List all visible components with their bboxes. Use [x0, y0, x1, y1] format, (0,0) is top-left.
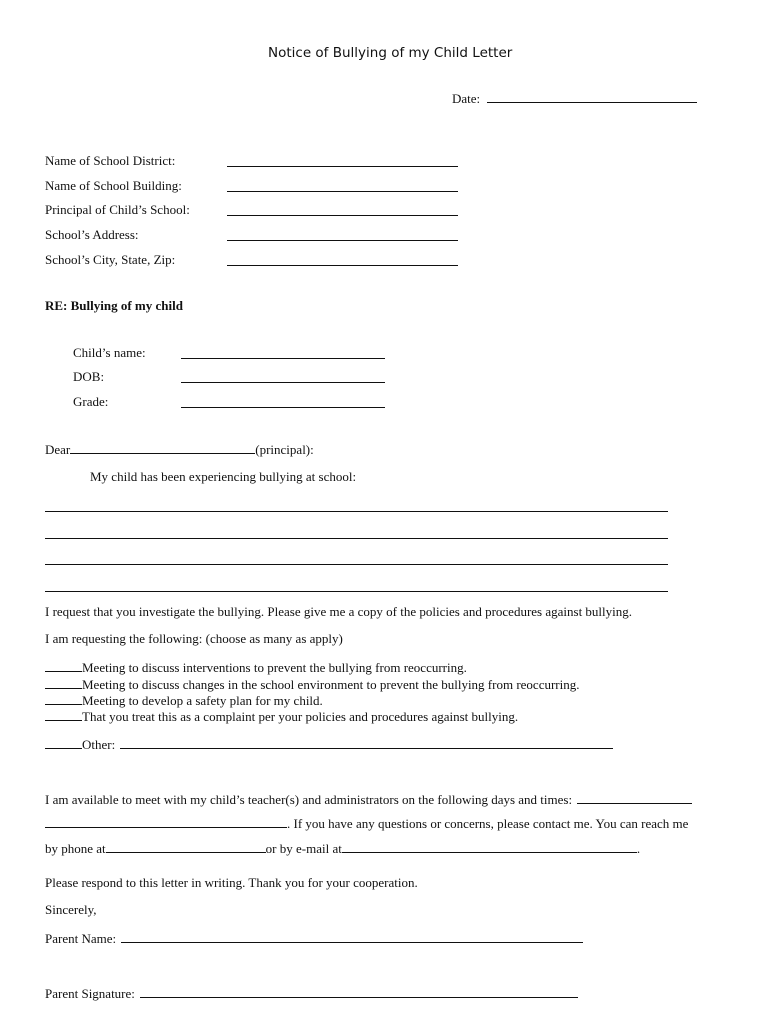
- email-field[interactable]: [342, 840, 637, 853]
- principal-name-field[interactable]: [70, 441, 255, 454]
- contact-period: .: [636, 841, 641, 856]
- questions-text: . If you have any questions or concerns, please contact me. You can reach me: [287, 816, 689, 831]
- phone-field[interactable]: [106, 840, 266, 853]
- other-check-field[interactable]: [45, 736, 82, 749]
- child-name-field[interactable]: [181, 358, 385, 359]
- page-title: Notice of Bullying of my Child Letter: [268, 45, 513, 61]
- description-line[interactable]: [45, 511, 668, 512]
- school-address-label: School’s Address:: [45, 227, 139, 242]
- option-label: That you treat this as a complaint per your policies and procedures against bullying.: [82, 709, 519, 724]
- other-option: [45, 736, 613, 753]
- school-district-field[interactable]: [227, 166, 458, 167]
- option-check-field[interactable]: [45, 659, 82, 672]
- availability-text: I am available to meet with my child’s teacher(s) and administrators on the following days and times:: [45, 792, 573, 807]
- date-label: Date:: [452, 91, 481, 106]
- option-label: Meeting to develop a safety plan for my child.: [82, 693, 323, 708]
- option-item: [45, 692, 323, 709]
- dob-label: DOB:: [73, 369, 105, 384]
- dear-prefix: Dear: [45, 442, 71, 457]
- parent-name-label: Parent Name:: [45, 931, 117, 946]
- dob-field[interactable]: [181, 382, 385, 383]
- date-row: [452, 90, 697, 107]
- school-district-label: Name of School District:: [45, 153, 176, 168]
- requesting-heading: I am requesting the following: (choose as many as apply): [45, 631, 343, 646]
- or-email-label: or by e-mail at: [265, 841, 342, 856]
- school-city-label: School’s City, State, Zip:: [45, 252, 176, 267]
- grade-field[interactable]: [181, 407, 385, 408]
- child-name-label: Child’s name:: [73, 345, 146, 360]
- re-heading: RE: Bullying of my child: [45, 298, 183, 313]
- school-building-label: Name of School Building:: [45, 178, 182, 193]
- dear-suffix: (principal):: [255, 442, 314, 457]
- salutation: [45, 441, 314, 458]
- date-field[interactable]: [487, 90, 697, 103]
- option-label: Meeting to discuss interventions to prevent the bullying from reoccurring.: [82, 660, 467, 675]
- school-building-field[interactable]: [227, 191, 458, 192]
- school-address-field[interactable]: [227, 240, 458, 241]
- availability-line: [45, 791, 692, 808]
- questions-line: [45, 815, 688, 832]
- intro-text: My child has been experiencing bullying at school:: [90, 469, 357, 484]
- availability-field-continued[interactable]: [45, 815, 287, 828]
- description-line[interactable]: [45, 564, 668, 565]
- option-item: [45, 659, 467, 676]
- grade-label: Grade:: [73, 394, 109, 409]
- availability-field[interactable]: [577, 791, 692, 804]
- option-check-field[interactable]: [45, 676, 82, 689]
- respond-text: Please respond to this letter in writing. Thank you for your cooperation.: [45, 875, 418, 890]
- sincerely-text: Sincerely,: [45, 902, 97, 917]
- option-label: Meeting to discuss changes in the school environment to prevent the bullying from reoccurring.: [82, 677, 580, 692]
- parent-signature-row: [45, 985, 578, 1002]
- contact-line: [45, 840, 640, 857]
- other-text-field[interactable]: [120, 736, 613, 749]
- option-check-field[interactable]: [45, 692, 82, 705]
- by-phone-label: by phone at: [45, 841, 106, 856]
- description-line[interactable]: [45, 591, 668, 592]
- other-label: Other:: [82, 737, 116, 752]
- option-check-field[interactable]: [45, 708, 82, 721]
- parent-signature-label: Parent Signature:: [45, 986, 135, 1001]
- parent-name-field[interactable]: [121, 930, 583, 943]
- principal-field[interactable]: [227, 215, 458, 216]
- parent-signature-field[interactable]: [140, 985, 578, 998]
- principal-label: Principal of Child’s School:: [45, 202, 190, 217]
- school-city-field[interactable]: [227, 265, 458, 266]
- option-item: [45, 708, 518, 725]
- description-line[interactable]: [45, 538, 668, 539]
- parent-name-row: [45, 930, 583, 947]
- request-sentence: I request that you investigate the bullying. Please give me a copy of the policies and procedures against bullying.: [45, 604, 633, 619]
- option-item: [45, 676, 580, 693]
